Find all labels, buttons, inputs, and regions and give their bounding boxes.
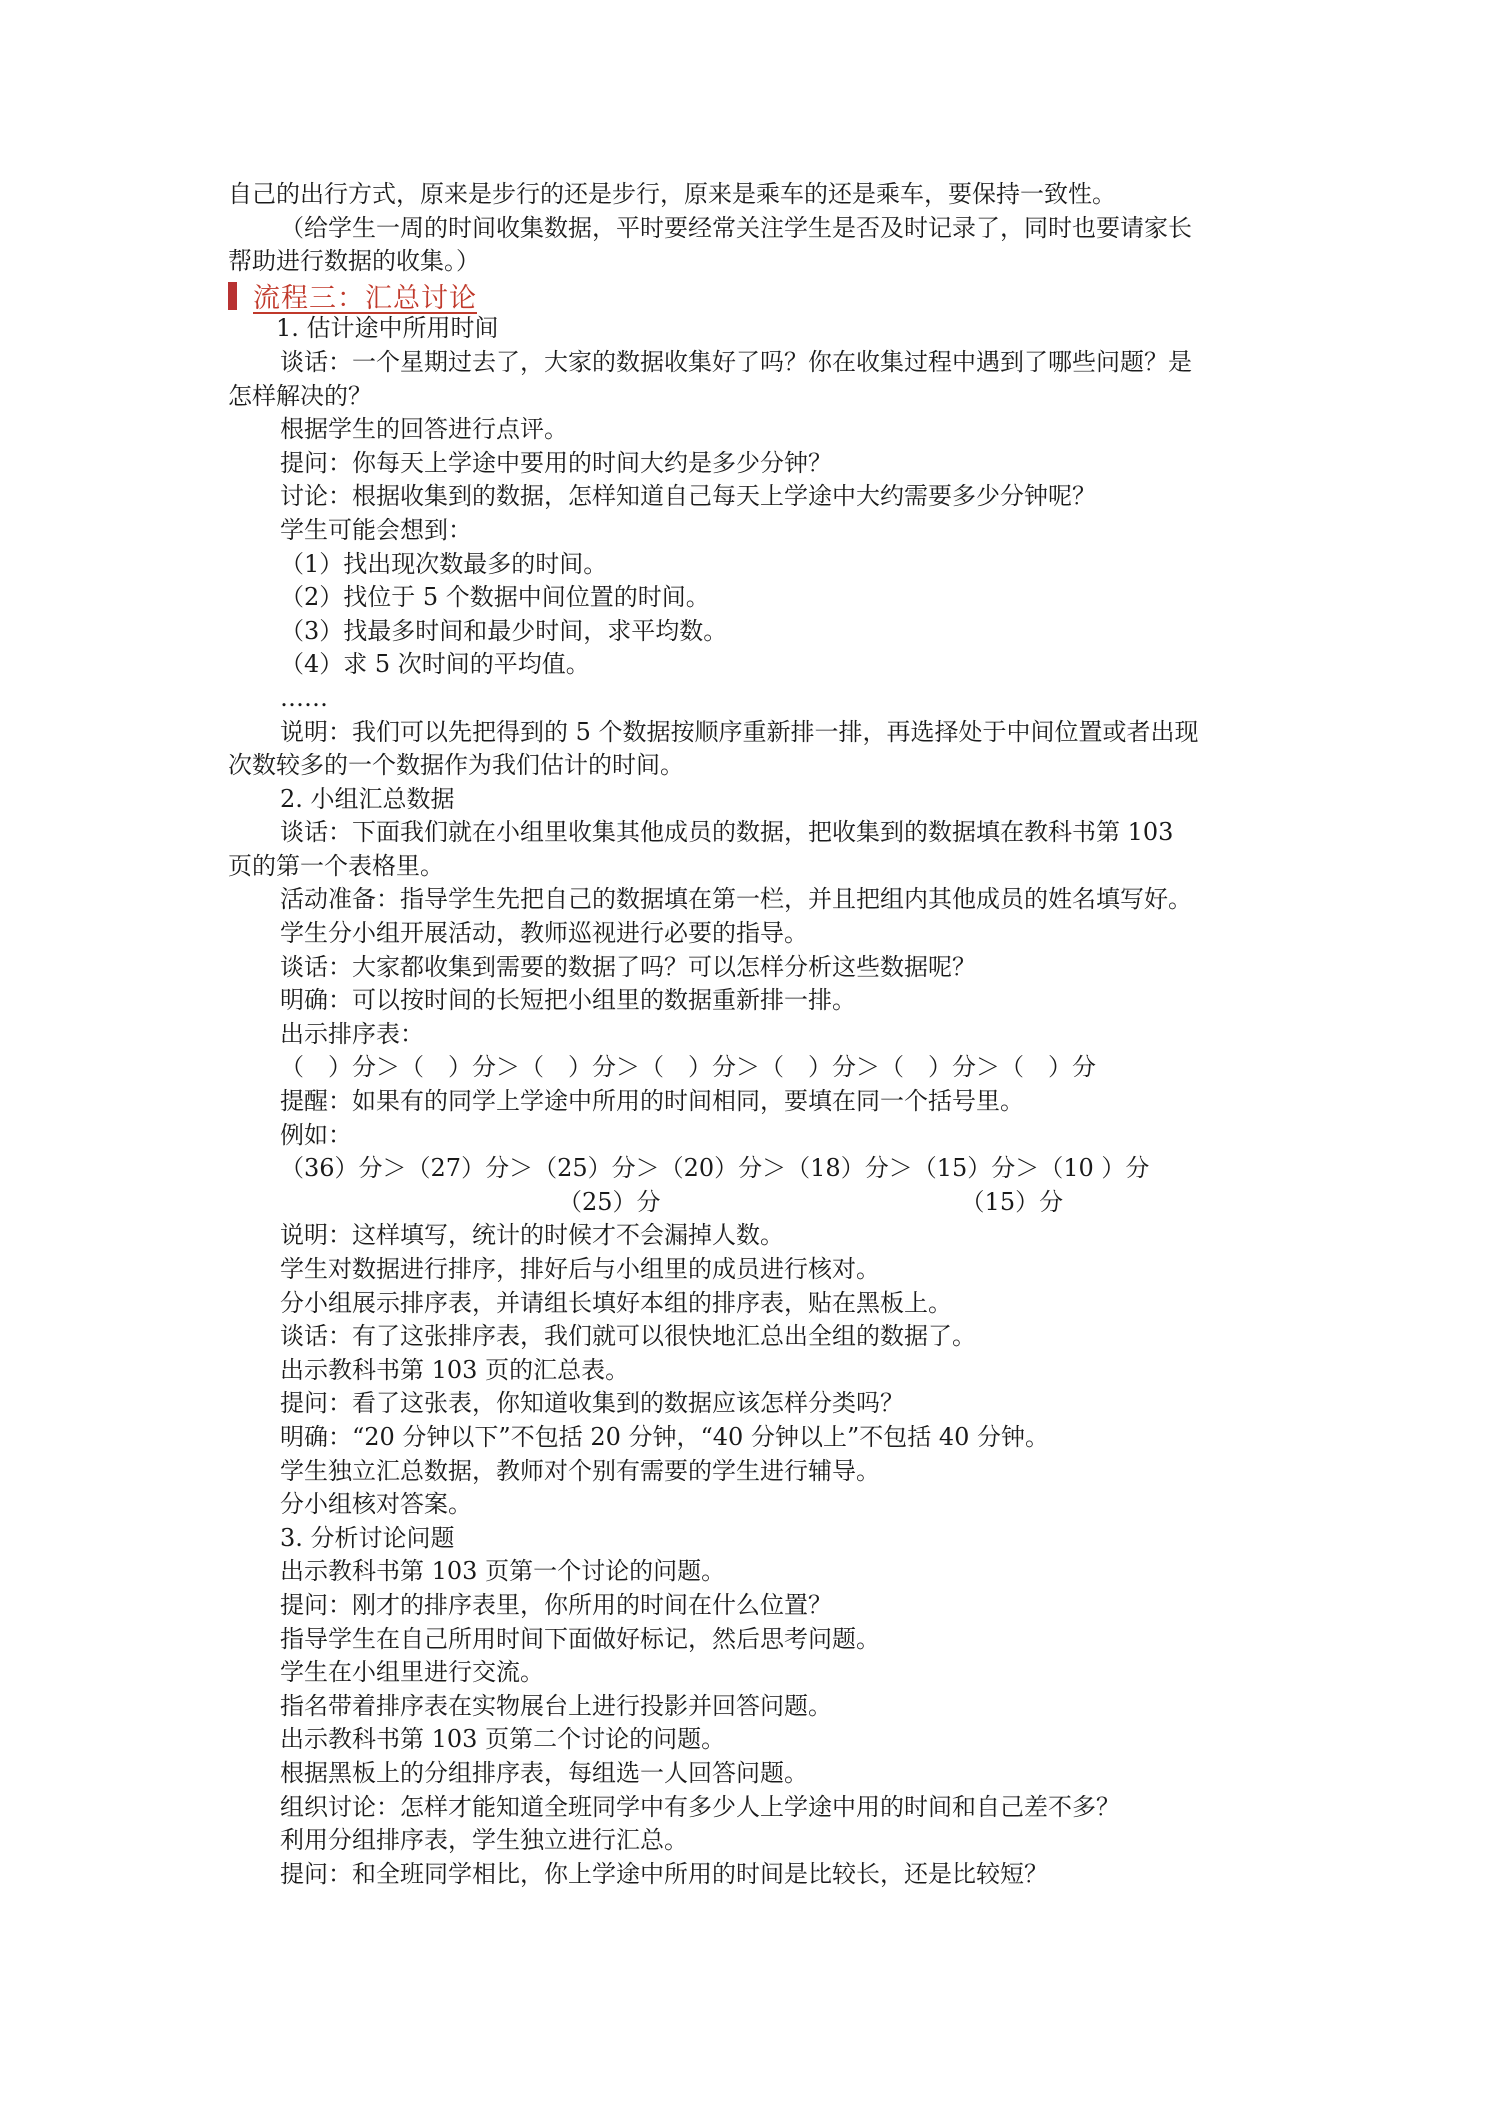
paragraph-line: 分小组展示排序表，并请组长填好本组的排序表，贴在黑板上。 [280,1288,952,1317]
paragraph-line: 谈话：大家都收集到需要的数据了吗？可以怎样分析这些数据呢？ [280,952,976,981]
list-item: （3）找最多时间和最少时间，求平均数。 [280,616,728,645]
sort-example-subrow [228,1186,1273,1220]
paragraph-line: 次数较多的一个数据作为我们估计的时间。 [228,751,684,780]
list-item: （1）找出现次数最多的时间。 [280,549,608,578]
paragraph-line: 出示教科书第 103 页的汇总表。 [280,1355,630,1384]
ellipsis: …… [280,683,328,712]
paragraph-line: 指名带着排序表在实物展台上进行投影并回答问题。 [280,1691,832,1720]
heading-text: 流程三：汇总讨论 [253,283,477,315]
paragraph-line: 学生对数据进行排序，排好后与小组里的成员进行核对。 [280,1255,880,1283]
subsection-title: 3. 分析讨论问题 [280,1523,455,1552]
paragraph-line: 学生独立汇总数据，教师对个别有需要的学生进行辅导。 [280,1456,880,1485]
paragraph-line: 提问：看了这张表，你知道收集到的数据应该怎样分类吗？ [280,1389,904,1418]
paragraph-line: 自己的出行方式，原来是步行的还是步行，原来是乘车的还是乘车，要保持一致性。 [228,180,1116,208]
sort-example-row: （36）分＞（27）分＞（25）分＞（20）分＞（18）分＞（15）分＞（10 ）分 [280,1154,1150,1183]
paragraph-line: 谈话：下面我们就在小组里收集其他成员的数据，把收集到的数据填在教科书第 103 [280,818,1174,847]
paragraph-line: 说明：我们可以先把得到的 5 个数据按顺序重新排一排，再选择处于中间位置或者出现 [280,717,1199,746]
duplicate-value: （25）分 [558,1187,661,1216]
section-heading [228,279,1273,313]
sort-blank-row: （ ）分＞（ ）分＞（ ）分＞（ ）分＞（ ）分＞（ ）分＞（ ）分 [280,1053,1096,1082]
heading-marker [228,282,237,310]
paragraph-line: 例如： [280,1120,352,1149]
paragraph-line: （给学生一周的时间收集数据，平时要经常关注学生是否及时记录了，同时也要请家长 [280,213,1192,242]
paragraph-line: 页的第一个表格里。 [228,851,444,880]
paragraph-line: 出示教科书第 103 页第一个讨论的问题。 [280,1557,726,1586]
paragraph-line: 学生分小组开展活动，教师巡视进行必要的指导。 [280,919,808,948]
subsection-title: 1. 估计途中所用时间 [276,314,499,343]
paragraph-line: 提醒：如果有的同学上学途中所用的时间相同，要填在同一个括号里。 [280,1087,1024,1116]
paragraph-line: 利用分组排序表，学生独立进行汇总。 [280,1826,688,1855]
paragraph-line: 出示教科书第 103 页第二个讨论的问题。 [280,1725,726,1754]
list-item: （2）找位于 5 个数据中间位置的时间。 [280,583,710,612]
paragraph-line: 指导学生在自己所用时间下面做好标记，然后思考问题。 [280,1624,880,1653]
paragraph-line: 活动准备：指导学生先把自己的数据填在第一栏，并且把组内其他成员的姓名填写好。 [280,885,1192,914]
paragraph-line: 帮助进行数据的收集。） [228,247,480,276]
paragraph-line: 学生在小组里进行交流。 [280,1658,544,1687]
paragraph-line: 谈话：有了这张排序表，我们就可以很快地汇总出全组的数据了。 [280,1322,976,1351]
paragraph-line: 根据黑板上的分组排序表，每组选一人回答问题。 [280,1758,808,1787]
paragraph-line: 提问：刚才的排序表里，你所用的时间在什么位置？ [280,1590,832,1619]
paragraph-line: 出示排序表： [280,1019,424,1048]
subsection-title: 2. 小组汇总数据 [280,784,455,813]
paragraph-line: 谈话：一个星期过去了，大家的数据收集好了吗？你在收集过程中遇到了哪些问题？是 [280,347,1192,376]
paragraph-line: 学生可能会想到： [280,515,472,544]
paragraph-line: 提问：你每天上学途中要用的时间大约是多少分钟？ [280,448,832,477]
paragraph-line: 根据学生的回答进行点评。 [280,415,568,444]
paragraph-line: 说明：这样填写，统计的时候才不会漏掉人数。 [280,1221,784,1250]
list-item: （4）求 5 次时间的平均值。 [280,650,590,679]
paragraph-line: 明确：可以按时间的长短把小组里的数据重新排一排。 [280,986,856,1015]
document-body [228,178,1273,1891]
paragraph-line: 分小组核对答案。 [280,1490,472,1519]
duplicate-value: （15）分 [960,1187,1064,1216]
paragraph-line: 讨论：根据收集到的数据，怎样知道自己每天上学途中大约需要多少分钟呢？ [280,482,1096,511]
paragraph-line: 提问：和全班同学相比，你上学途中所用的时间是比较长，还是比较短？ [280,1859,1048,1888]
paragraph-line: 明确：“20 分钟以下”不包括 20 分钟，“40 分钟以上”不包括 40 分钟。 [280,1422,1050,1451]
paragraph-line: 组织讨论：怎样才能知道全班同学中有多少人上学途中用的时间和自己差不多？ [280,1792,1120,1821]
paragraph-line: 怎样解决的？ [228,381,372,410]
